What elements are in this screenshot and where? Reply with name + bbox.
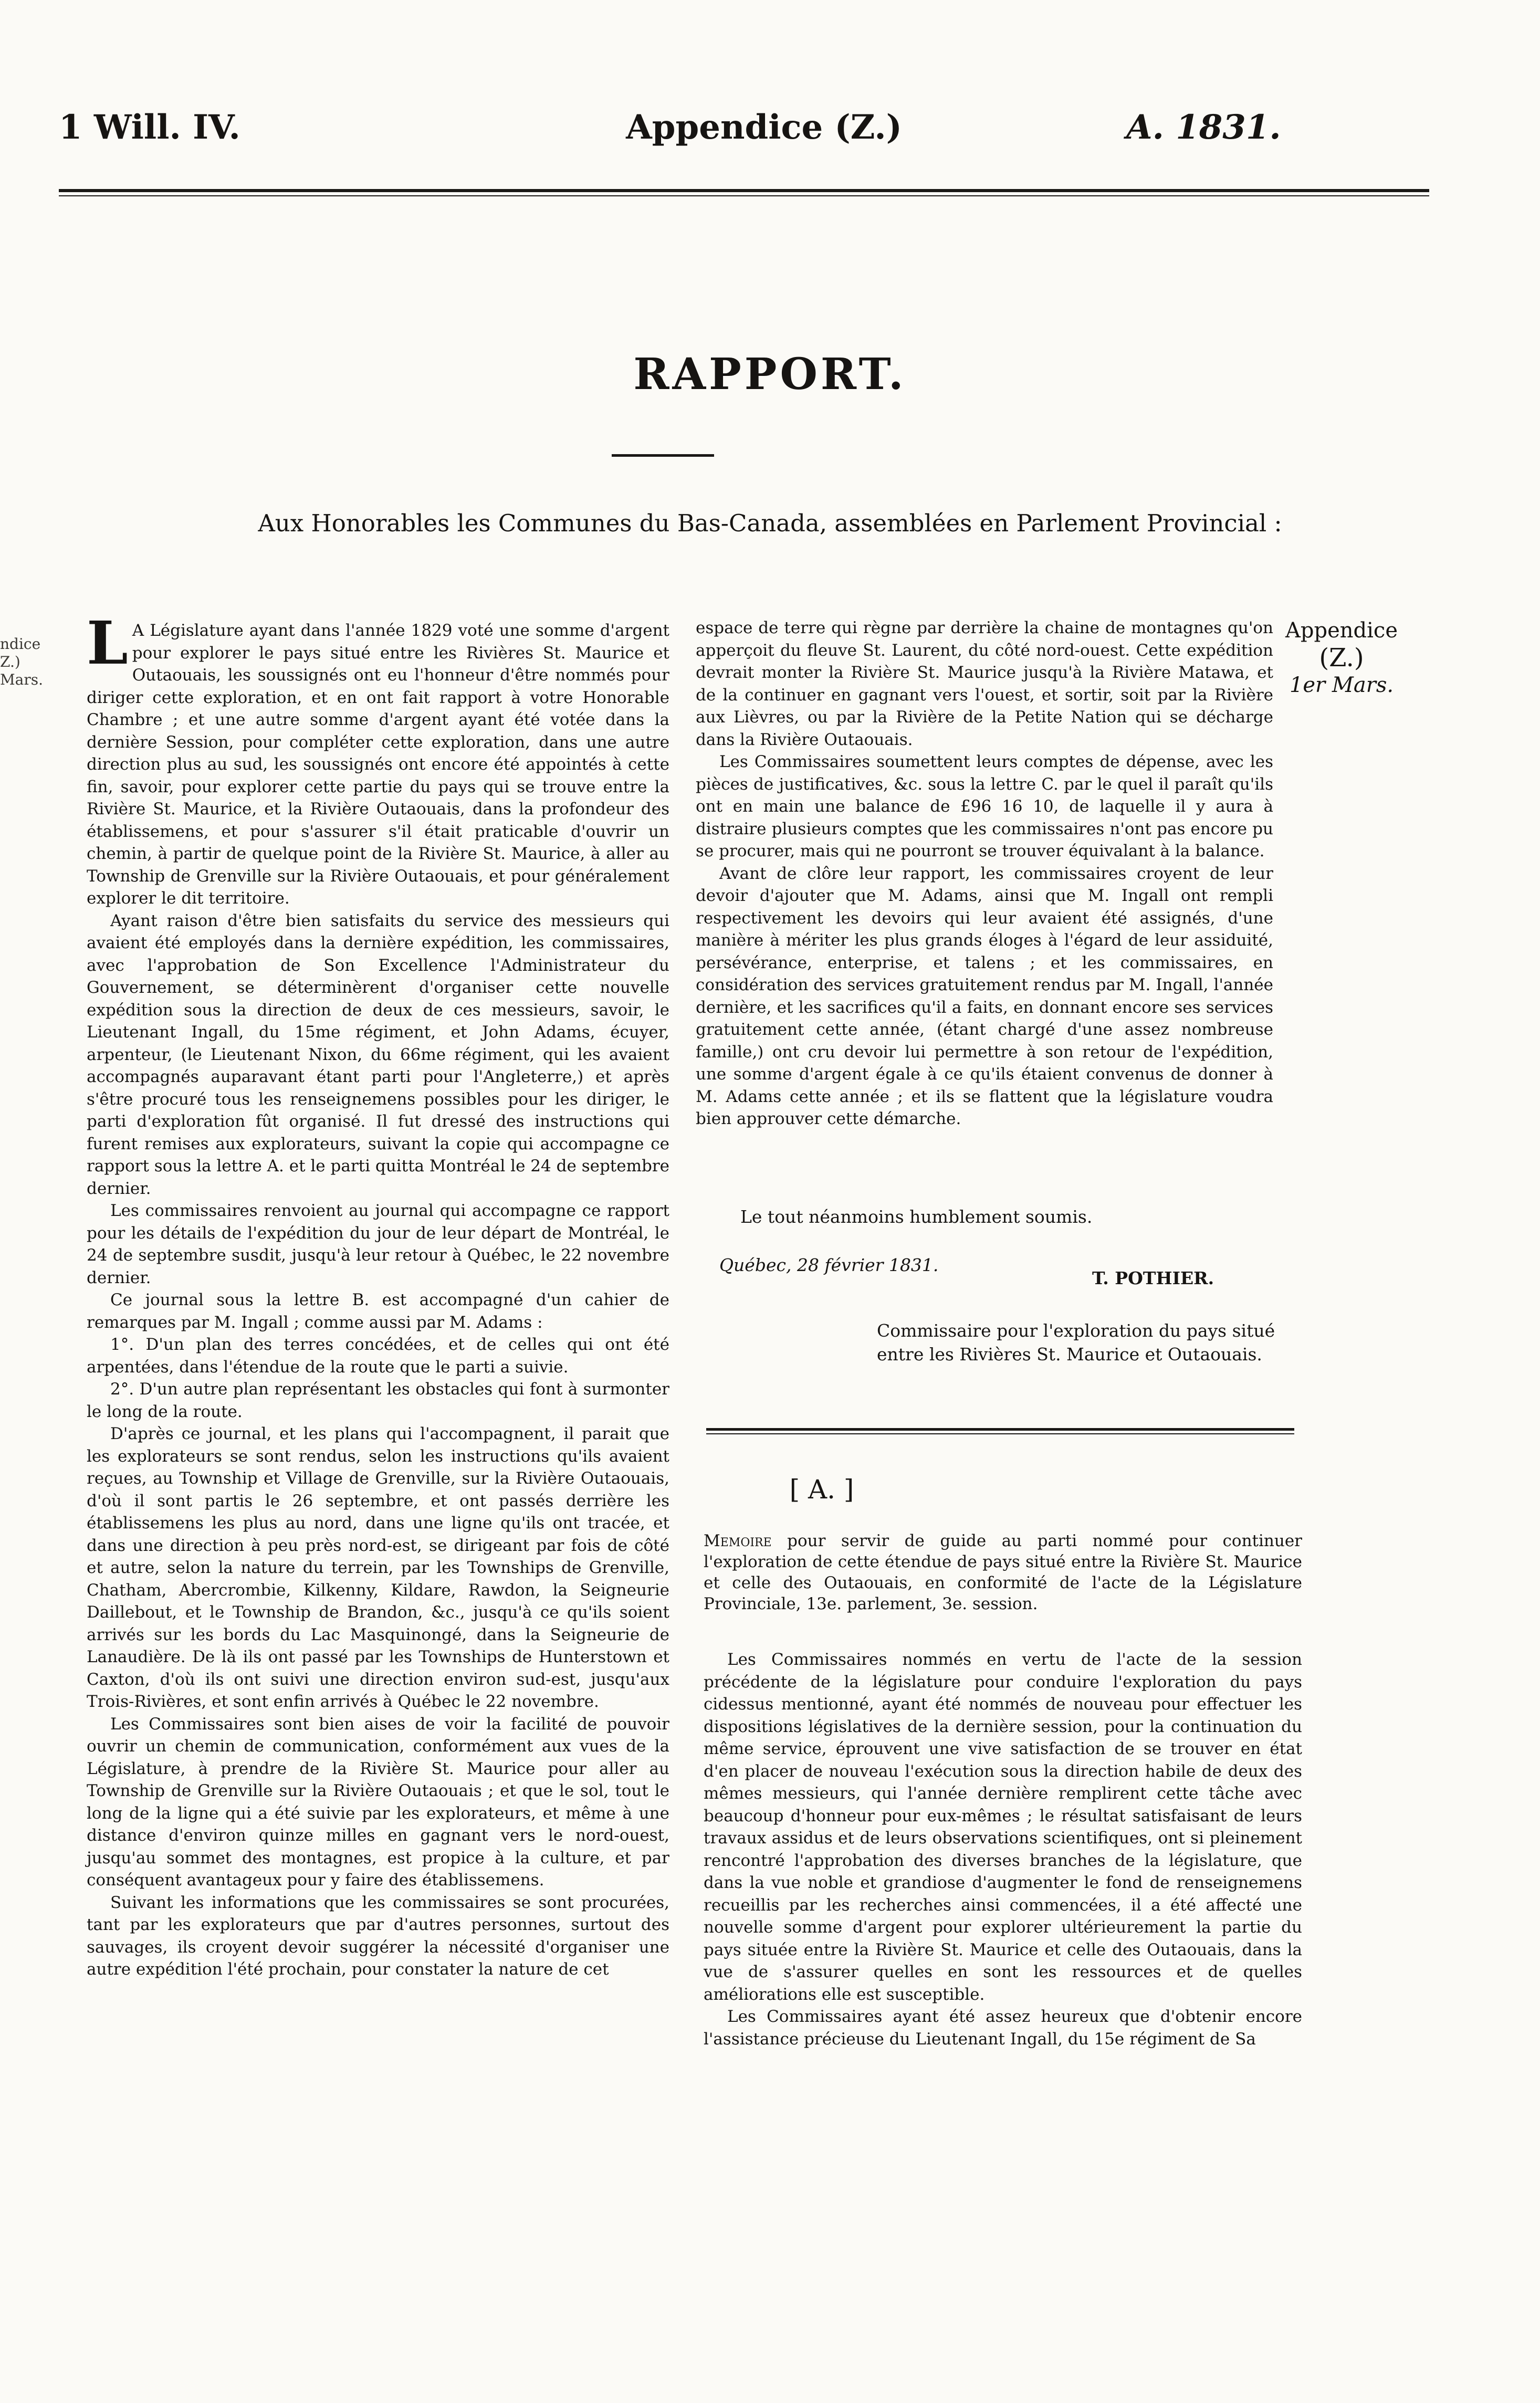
annex-label: [ A. ] <box>789 1474 854 1505</box>
paragraph-3: Les commissaires renvoient au journal qui accompagne ce rapport pour les détails de l'expédition du jour de leur départ de Montréal, le 24 de septembre susdit, jusqu'à leur retour à Québec, le 22 novembre dernier. <box>87 1201 669 1287</box>
paragraph-9: Suivant les informations que les commissaires se sont procurées, tant par les explorateurs que par d'autres personnes, surtout des sauvages, ils croyent devoir suggérer la nécessité d'organiser une autre expédition l'été prochain, pour constater la nature de cet <box>87 1893 669 1979</box>
memoire-heading <box>704 1530 1302 1614</box>
title-divider <box>612 454 714 457</box>
margin-note-z: (Z.) <box>1319 643 1364 673</box>
margin-note <box>1279 617 1405 699</box>
paragraph-r3: Avant de clôre leur rapport, les commissaires croyent de leur devoir d'ajouter que M. Adams, ainsi que M. Ingall ont rempli respectivement les devoirs qui leur avaient été assignés, d'une manière à mériter les plus grands éloges à l'égard de leur assiduité, persévérance, enterprise, et talens ; et les commissaires, en considération des services gratuitement rendus par M. Ingall, l'année dernière, et les sacrifices qu'il a faits, en donnant encore ses services gratuitement cette année, (étant chargé d'une assez nombreuse famille,) ont cru devoir lui permettre à son retour de l'expédition, une somme d'argent égale à ce qu'ils étaient convenus de donner à M. Adams cette année ; et ils se flattent que la législature voudra bien approuver cette démarche. <box>696 864 1273 1128</box>
header-rule-thick <box>59 189 1429 192</box>
left-edge-note: ndice Z.) Mars. <box>0 635 44 688</box>
paragraph-7: D'après ce journal, et les plans qui l'accompagnent, il parait que les explorateurs se sont rendus, selon les instructions qu'ils avaient reçues, au Township et Village de Grenville, sur la Rivière Outaouais, d'où il sont partis le 26 septembre, et ont passés derrière les établissemens les plus au nord, dans une ligne qu'ils ont tracée, et dans une direction à peu près nord-est, se dirigeant par fois de côté et autre, selon la nature du terrein, par les Townships de Grenville, Chatham, Abercrombie, Kilkenny, Kildare, Rawdon, la Seigneurie Daillebout, et le Township de Brandon, &c., jusqu'à ce qu'ils soient arrivés sur les bords du Lac Masquinongé, dans la Seigneurie de Lanaudière. De là ils ont passé par les Townships de Hunterstown et Caxton, d'où ils ont suivi une direction environ sud-est, jusqu'aux Trois-Rivières, et sont enfin arrivés à Québec le 22 novembre. <box>87 1424 669 1711</box>
paragraph-r1: espace de terre qui règne par derrière la chaine de montagnes qu'on apperçoit du fleuve St. Laurent, du côté nord-ouest. Cette expédition devrait monter la Rivière St. Maurice jusqu'à la Rivière Matawa, et de la continuer en gagnant vers l'ouest, et sortir, soit par la Rivière aux Lièvres, ou par la Rivière de la Petite Nation qui se décharge dans la Rivière Outaouais. <box>696 618 1273 749</box>
address-line: Aux Honorables les Communes du Bas-Canada, assemblées en Parlement Provincial : <box>258 509 1282 537</box>
closing-line: Le tout néanmoins humblement soumis. <box>740 1206 1093 1227</box>
annex-body <box>704 1649 1302 2050</box>
memoire-text: pour servir de guide au parti nommé pour continuer l'exploration de cette étendue de pays situé entre la Rivière St. Maurice et celle des Outaouais, en conformité de l'acte de la Législature Provinciale, 13e. parlement, 3e. session. <box>704 1531 1303 1613</box>
annex-rule-thin <box>706 1433 1294 1434</box>
signature: T. POTHIER. <box>1092 1268 1214 1288</box>
header-right: A. 1831. <box>1126 108 1281 147</box>
header-rule-thin <box>59 195 1429 196</box>
paragraph-1: L A Législature ayant dans l'année 1829 voté une somme d'argent pour explorer le pays situé entre les Rivières St. Maurice et Outaouais, les soussignés ont eu l'honneur d'être nommés pour diriger cette exploration, et en ont fait rapport à votre Honorable Chambre ; et une autre somme d'argent ayant été votée dans la dernière Session, pour compléter cette exploration, dans une autre direction plus au sud, les soussignés ont encore été appointés à cette fin, savoir, pour explorer cette partie du pays qui se trouve entre la Rivière St. Maurice, et la Rivière Outaouais, dans la profondeur des établissemens, et pour s'assurer s'il était praticable d'ouvrir un chemin, à partir de quelque point de la Rivière St. Maurice, à aller au Township de Grenville sur la Rivière Outaouais, et pour généralement explorer le dit territoire. <box>87 609 669 908</box>
left-column <box>87 609 669 1981</box>
margin-note-appendice: Appendice <box>1285 618 1398 643</box>
signature-title-2: entre les Rivières St. Maurice et Outaouais. <box>877 1344 1262 1365</box>
annex-rule-thick <box>706 1428 1294 1431</box>
header-left: 1 Will. IV. <box>59 108 240 147</box>
paragraph-8: Les Commissaires sont bien aises de voir la facilité de pouvoir ouvrir un chemin de communication, conformément aux vues de la Législature, à prendre de la Rivière St. Maurice pour aller au Township de Grenville sur la Rivière Outaouais ; et que le sol, tout le long de la ligne qui a été suivie par les explorateurs, et même à une distance d'environ quinze milles en gagnant vers le nord-ouest, jusqu'au sommet des montagnes, est propice à la culture, et par conséquent avantageux pour y faire des établissemens. <box>87 1714 669 1890</box>
paragraph-6: 2°. D'un autre plan représentant les obstacles qui font à surmonter le long de la route. <box>87 1380 669 1421</box>
paragraph-r2: Les Commissaires soumettent leurs comptes de dépense, avec les pièces de justificatives, &c. sous la lettre C. par le quel il paraît qu'ils ont en main une balance de £96 16 10, de laquelle il y aura à distraire plusieurs comptes que les commissaires n'ont pas encore pu se procurer, mais qui ne pourront se trouver équivalant à la balance. <box>696 752 1273 861</box>
annex-paragraph-2: Les Commissaires ayant été assez heureux que d'obtenir encore l'assistance précieuse du Lieutenant Ingall, du 15e régiment de Sa <box>704 2007 1302 2049</box>
page-title: RAPPORT. <box>633 349 907 400</box>
paragraph-5: 1°. D'un plan des terres concédées, et de celles qui ont été arpentées, dans l'étendue de la route que le parti a suivie. <box>87 1335 669 1377</box>
header-center: Appendice (Z.) <box>626 108 902 147</box>
place-date: Québec, 28 février 1831. <box>719 1255 939 1275</box>
signature-title-1: Commissaire pour l'exploration du pays situé <box>877 1320 1275 1341</box>
right-column <box>696 617 1273 1130</box>
memoire-word: Memoire <box>704 1531 772 1550</box>
annex-paragraph-1: Les Commissaires nommés en vertu de l'acte de la session précédente de la législature pour conduire l'exploration du pays cidessus mentionné, ayant été nommés de nouveau pour effectuer les dispositions législatives de la dernière session, pour la continuation du même service, éprouvent une vive satisfaction de se trouver en état d'en placer de nouveau l'exécution sous la direction habile de deux des mêmes messieurs, qui l'année dernière remplirent cette tâche avec beaucoup d'honneur pour eux-mêmes ; le résultat satisfaisant de leurs travaux assidus et de leurs observations scientifiques, ont si pleinement rencontré l'approbation des diverses branches de la législature, que dans la vue noble et grandiose d'augmenter le fond de renseignemens recueillis par les recherches ainsi commencées, il a été affecté une nouvelle somme d'argent pour explorer ultérieurement la partie du pays située entre la Rivière St. Maurice et celle des Outaouais, dans la vue de s'assurer quelles en sont les ressources et de quelles améliorations elle est susceptible. <box>704 1650 1302 2004</box>
margin-note-date: 1er Mars. <box>1289 673 1394 697</box>
paragraph-2: Ayant raison d'être bien satisfaits du service des messieurs qui avaient été employés dans la dernière expédition, les commissaires, avec l'approbation de Son Excellence l'Administrateur du Gouvernement, se déterminèrent d'organiser cette nouvelle expédition sous la direction de deux de ces messieurs, savoir, le Lieutenant Ingall, du 15me régiment, et John Adams, écuyer, arpenteur, (le Lieutenant Nixon, du 66me régiment, qui les avaient accompagnés auparavant étant parti pour l'Angleterre,) et après s'être procuré tous les renseignemens possibles pour les diriger, le parti d'exploration fût organisé. Il fut dressé des instructions qui furent remises aux explorateurs, suivant la copie qui accompagne ce rapport sous la lettre A. et le parti quitta Montréal le 24 de septembre dernier. <box>87 911 669 1198</box>
paragraph-4: Ce journal sous la lettre B. est accompagné d'un cahier de remarques par M. Ingall ; comme aussi par M. Adams : <box>87 1290 669 1332</box>
drop-cap: L <box>87 609 128 678</box>
